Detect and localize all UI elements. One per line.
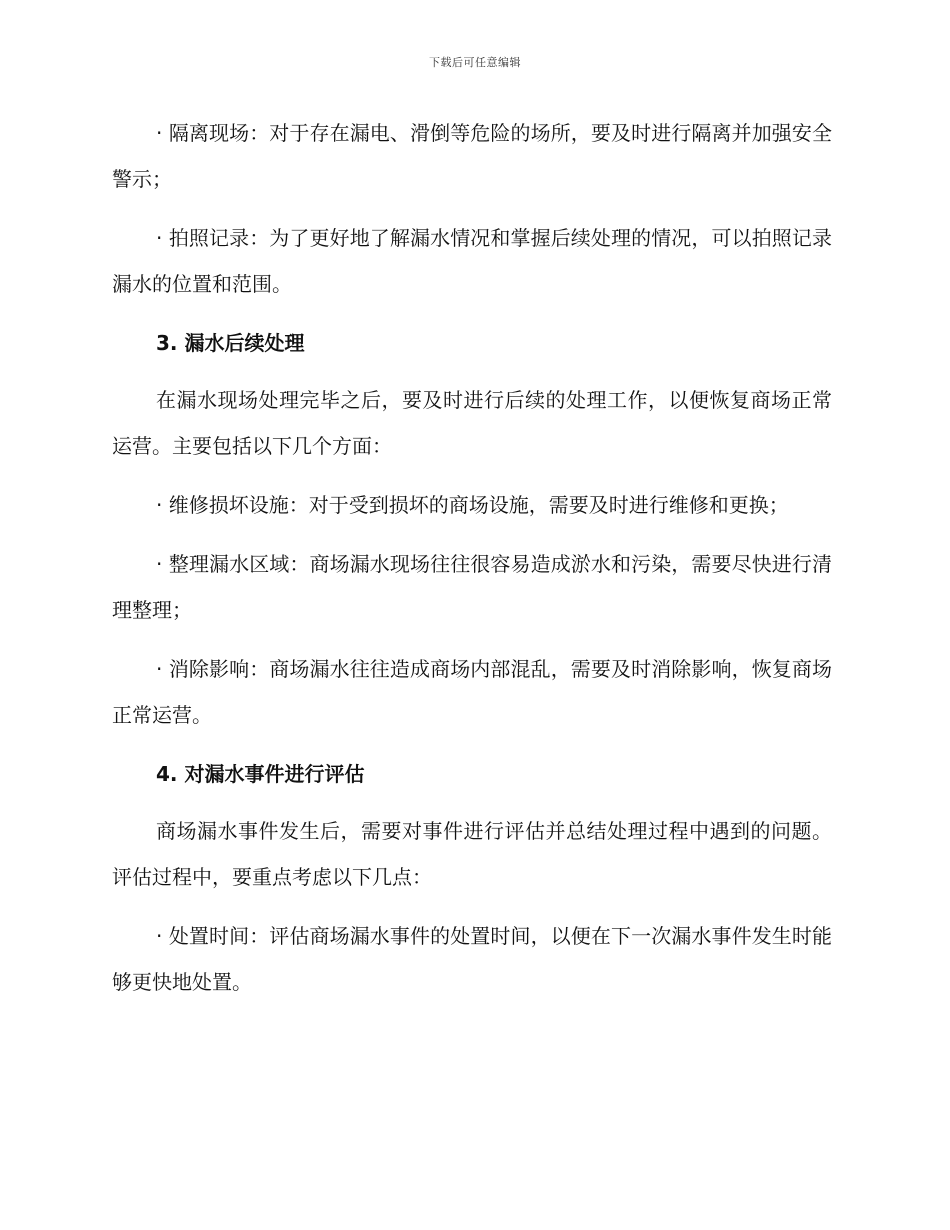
section-3-intro: 在漏水现场处理完毕之后，要及时进行后续的处理工作，以便恢复商场正常运营。主要包括以下几个方面：: [112, 388, 832, 458]
section-heading-3: 3. 漏水后续处理: [156, 331, 305, 355]
bullet-eliminate-impact: · 消除影响：商场漏水往往造成商场内部混乱，需要及时消除影响，恢复商场正常运营。: [112, 657, 832, 727]
bullet-repair-facilities: · 维修损坏设施：对于受到损坏的商场设施，需要及时进行维修和更换；: [156, 493, 789, 517]
bullet-isolate-site: · 隔离现场：对于存在漏电、滑倒等危险的场所，要及时进行隔离并加强安全警示；: [112, 121, 832, 191]
document-body: [112, 110, 832, 1018]
bullet-photo-record: · 拍照记录：为了更好地了解漏水情况和掌握后续处理的情况，可以拍照记录漏水的位置和范围。: [112, 226, 832, 296]
section-4-intro: 商场漏水事件发生后，需要对事件进行评估并总结处理过程中遇到的问题。评估过程中，要重点考虑以下几点：: [112, 819, 832, 889]
section-heading-4: 4. 对漏水事件进行评估: [156, 762, 365, 786]
page-header: 下载后可任意编辑: [429, 56, 521, 69]
bullet-clean-area: · 整理漏水区域：商场漏水现场往往很容易造成淤水和污染，需要尽快进行清理整理；: [112, 552, 832, 622]
bullet-handling-time: · 处置时间：评估商场漏水事件的处置时间，以便在下一次漏水事件发生时能够更快地处置。: [112, 924, 832, 994]
